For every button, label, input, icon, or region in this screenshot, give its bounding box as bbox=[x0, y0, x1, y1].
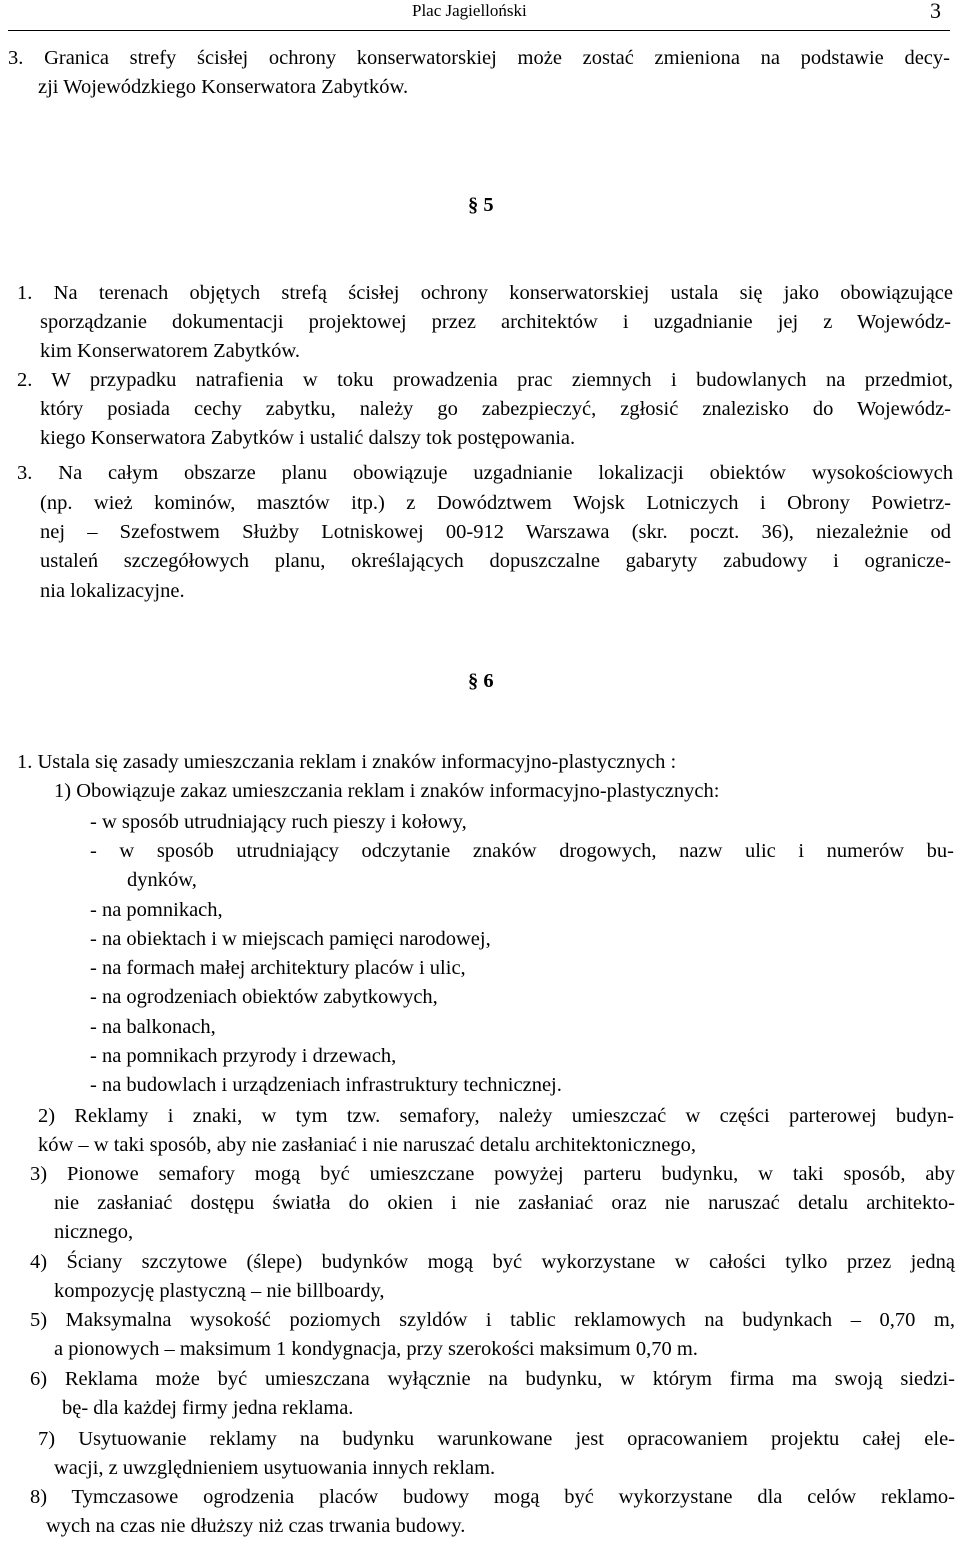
list-item: - na obiektach i w miejscach pamięci narodowej, bbox=[90, 928, 491, 950]
paragraph-line: bę- dla każdej firmy jedna reklama. bbox=[62, 1397, 354, 1419]
section-heading-6: § 6 bbox=[468, 670, 494, 692]
paragraph-line: 5) Maksymalna wysokość poziomych szyldów i tablic reklamowych na budynkach – 0,70 m, bbox=[30, 1309, 955, 1331]
paragraph-line: 1. Ustala się zasady umieszczania reklam i znaków informacyjno-plastycznych : bbox=[17, 751, 677, 773]
paragraph-line: 2) Reklamy i znaki, w tym tzw. semafory, należy umieszczać w części parterowej budyn- bbox=[38, 1105, 954, 1127]
paragraph-line: 8) Tymczasowe ogrodzenia placów budowy mogą być wykorzystane dla celów reklamo- bbox=[30, 1486, 955, 1508]
header-rule bbox=[8, 30, 950, 31]
paragraph-line: kim Konserwatorem Zabytków. bbox=[40, 340, 300, 362]
paragraph-line: nej – Szefostwem Służby Lotniskowej 00-912 Warszawa (skr. poczt. 36), niezależnie od bbox=[40, 521, 951, 543]
list-item: - na budowlach i urządzeniach infrastruktury technicznej. bbox=[90, 1074, 562, 1096]
running-title: Plac Jagielloński bbox=[412, 1, 527, 20]
paragraph-line: sporządzanie dokumentacji projektowej przez architektów i uzgadnianie jej z Wojewódz- bbox=[40, 311, 951, 333]
paragraph-line: 7) Usytuowanie reklamy na budynku warunkowane jest opracowaniem projektu całej ele- bbox=[38, 1428, 955, 1450]
list-item: - na pomnikach przyrody i drzewach, bbox=[90, 1045, 397, 1067]
page-number: 3 bbox=[930, 0, 941, 23]
paragraph-line: ków – w taki sposób, aby nie zasłaniać i nie naruszać detalu architektonicznego, bbox=[38, 1134, 697, 1156]
paragraph-line: 2. W przypadku natrafienia w toku prowadzenia prac ziemnych i budowlanych na przedmiot, bbox=[17, 369, 953, 391]
paragraph-line: wacji, z uwzględnieniem usytuowania innych reklam. bbox=[54, 1457, 496, 1479]
paragraph-line: wych na czas nie dłuższy niż czas trwania budowy. bbox=[46, 1515, 466, 1537]
paragraph-line: 3. Granica strefy ścisłej ochrony konserwatorskiej może zostać zmieniona na podstawie decy- bbox=[8, 47, 950, 69]
paragraph-line: nicznego, bbox=[54, 1221, 134, 1243]
list-item: - na balkonach, bbox=[90, 1016, 216, 1038]
page-header bbox=[0, 0, 960, 30]
paragraph-line: ustaleń szczegółowych planu, określających dopuszczalne gabaryty zabudowy i ogranicze- bbox=[40, 550, 951, 572]
list-item: - w sposób utrudniający ruch pieszy i kołowy, bbox=[90, 811, 467, 833]
list-item: dynków, bbox=[127, 869, 197, 891]
paragraph-line: 4) Ściany szczytowe (ślepe) budynków mogą być wykorzystane w całości tylko przez jedną bbox=[30, 1251, 955, 1273]
paragraph-line: a pionowych – maksimum 1 kondygnacja, przy szerokości maksimum 0,70 m. bbox=[54, 1338, 698, 1360]
paragraph-line: 1. Na terenach objętych strefą ścisłej ochrony konserwatorskiej ustala się jako obowiązujące bbox=[17, 282, 953, 304]
paragraph-line: 3. Na całym obszarze planu obowiązuje uzgadnianie lokalizacji obiektów wysokościowych bbox=[17, 462, 953, 484]
paragraph-line: nia lokalizacyjne. bbox=[40, 580, 185, 602]
paragraph-line: 6) Reklama może być umieszczana wyłącznie na budynku, w którym firma ma swoją siedzi- bbox=[30, 1368, 955, 1390]
section-heading-5: § 5 bbox=[468, 194, 494, 216]
paragraph-line: nie zasłaniać dostępu światła do okien i nie zasłaniać oraz nie naruszać detalu architekto- bbox=[54, 1192, 955, 1214]
paragraph-line: (np. wież kominów, masztów itp.) z Dowództwem Wojsk Lotniczych i Obrony Powietrz- bbox=[40, 492, 951, 514]
paragraph-line: 3) Pionowe semafory mogą być umieszczane powyżej parteru budynku, w taki sposób, aby bbox=[30, 1163, 955, 1185]
paragraph-line: który posiada cechy zabytku, należy go zabezpieczyć, zgłosić znalezisko do Wojewódz- bbox=[40, 398, 951, 420]
list-item: - na formach małej architektury placów i ulic, bbox=[90, 957, 466, 979]
list-item: - na pomnikach, bbox=[90, 899, 223, 921]
list-item: - na ogrodzeniach obiektów zabytkowych, bbox=[90, 986, 438, 1008]
list-item: - w sposób utrudniający odczytanie znaków drogowych, nazw ulic i numerów bu- bbox=[90, 840, 954, 862]
paragraph-line: 1) Obowiązuje zakaz umieszczania reklam i znaków informacyjno-plastycznych: bbox=[54, 780, 720, 802]
paragraph-line: zji Wojewódzkiego Konserwatora Zabytków. bbox=[38, 76, 409, 98]
paragraph-line: kompozycję plastyczną – nie billboardy, bbox=[54, 1280, 385, 1302]
paragraph-line: kiego Konserwatora Zabytków i ustalić dalszy tok postępowania. bbox=[40, 427, 576, 449]
